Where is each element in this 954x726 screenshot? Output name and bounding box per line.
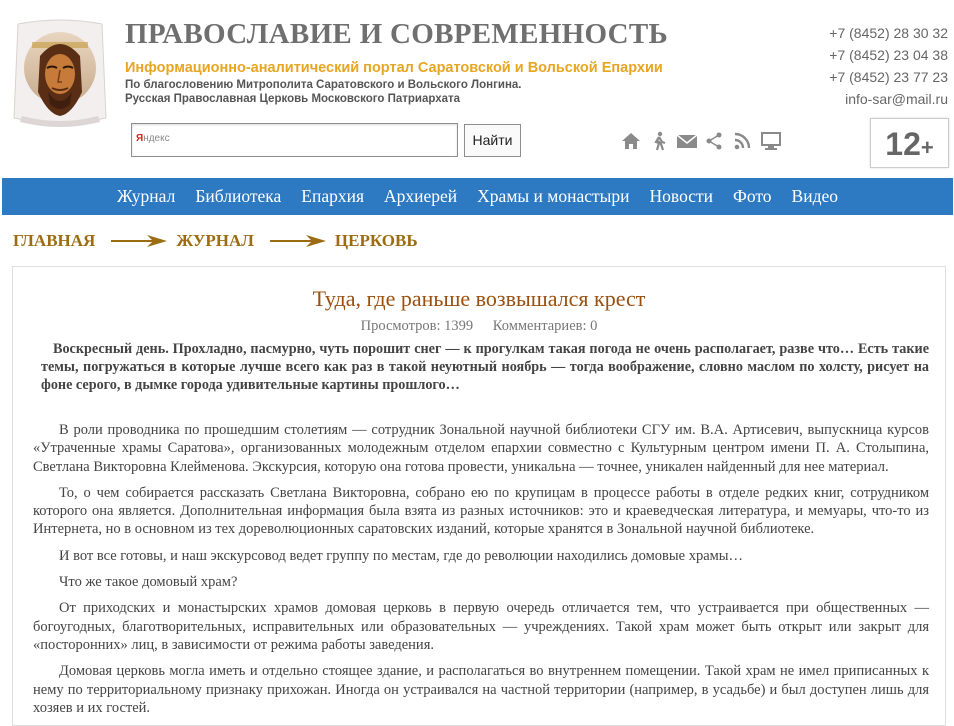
rss-icon[interactable]: [732, 131, 754, 151]
nav-item-temples[interactable]: Храмы и монастыри: [477, 186, 630, 206]
article-meta: [13, 318, 945, 335]
breadcrumb-journal[interactable]: ЖУРНАЛ: [176, 231, 254, 250]
blessing-line: По благословению Митрополита Саратовского и Вольского Лонгина.: [125, 79, 522, 91]
article-body: [33, 421, 929, 717]
article-paragraph: Домовая церковь могла иметь и отдельно стоящее здание, и располагаться во внутреннем помещении. Такой храм не имел приписанных к нему по территориальному признаку прихожан. Иногда он устраивался на частной территории (например, в усадьбе) и был доступен лишь для хозяев и их гостей.: [33, 663, 929, 716]
article-paragraph: И вот все готовы, и наш экскурсовод ведет группу по местам, где до революции находились домовые храмы…: [59, 547, 744, 564]
nav-item-photo[interactable]: Фото: [733, 186, 772, 206]
header-icons: [620, 131, 782, 151]
article-title: Туда, где раньше возвышался крест: [312, 286, 646, 311]
site-subtitle: Информационно-аналитический портал Саратовской и Вольской Епархии: [125, 60, 663, 76]
nav-item-bishop[interactable]: Архиерей: [384, 186, 458, 206]
search-input[interactable]: [131, 123, 458, 157]
phone-2: +7 (8452) 23 04 38: [829, 47, 948, 63]
site-header: [0, 0, 954, 178]
views-count: Просмотров: 1399: [360, 318, 474, 334]
nav-item-library[interactable]: Библиотека: [195, 186, 282, 206]
breadcrumb-church[interactable]: ЦЕРКОВЬ: [334, 231, 418, 250]
church-line: Русская Православная Церковь Московского Патриархата: [125, 93, 461, 105]
nav-item-eparchy[interactable]: Епархия: [301, 186, 365, 206]
nav-item-news[interactable]: Новости: [649, 186, 714, 206]
nav-item-journal[interactable]: Журнал: [116, 186, 176, 206]
age-rating-badge: 12+: [870, 118, 949, 168]
site-title[interactable]: ПРАВОСЛАВИЕ И СОВРЕМЕННОСТЬ: [125, 18, 669, 50]
main-nav: [2, 178, 953, 215]
article-lead: Воскресный день. Прохладно, пасмурно, чуть порошит снег — к прогулкам такая погода не очень располагает, разве что… Есть такие темы, погружаться в которые лучше всего как раз в такой неуютный ноябрь — тогда воображение, словно маслом по холсту, рисует на фоне серого, в дымке города удивительные картины прошлого…: [41, 341, 929, 393]
article: [12, 266, 946, 726]
walker-icon[interactable]: [648, 131, 670, 151]
phone-3: +7 (8452) 23 77 23: [829, 69, 948, 85]
home-icon[interactable]: [620, 131, 642, 151]
breadcrumb-home[interactable]: ГЛАВНАЯ: [13, 231, 96, 250]
article-paragraph: Что же такое домовый храм?: [59, 574, 238, 591]
share-icon[interactable]: [704, 131, 726, 151]
email-link[interactable]: info-sar@mail.ru: [845, 91, 948, 107]
arrow-right-icon: [268, 231, 328, 251]
nav-item-video[interactable]: Видео: [791, 186, 839, 206]
article-paragraph: В роли проводника по прошедшим столетиям — сотрудник Зональной научной библиотеки СГУ им. В.А. Артисевич, выпускница курсов «Утраченные храмы Саратова», организованных молодежным отделом епархии совместно с Культурным центром имени П. А. Столыпина, Светлана Викторовна Клейменова. Экскурсия, которую она готова провести, уникальна — точнее, уникален найденный для нее материал.: [33, 422, 929, 475]
article-paragraph: То, о чем собирается рассказать Светлана Викторовна, собрано ею по крупицам в процессе работы в отделе редких книг, сотрудником которого она является. Дополнительная информация была взята из разных источников: это и краеведческая литература, и мемуары, что-то из Интернета, но в основном из тех дореволюционных саратовских изданий, которые хранятся в Зональной научной библиотеке.: [33, 484, 929, 538]
arrow-right-icon: [109, 231, 169, 251]
mail-icon[interactable]: [676, 131, 698, 151]
yandex-logo: Яндекс: [136, 133, 170, 144]
breadcrumb: [13, 231, 418, 251]
search-button[interactable]: Найти: [464, 124, 521, 157]
icon-logo[interactable]: [12, 18, 108, 130]
contacts-block: [829, 22, 948, 110]
comments-count[interactable]: Комментариев: 0: [492, 318, 598, 334]
monitor-icon[interactable]: [760, 131, 782, 151]
article-paragraph: От приходских и монастырских храмов домовая церковь в первую очередь отличается тем, что устраивается при общественных — богоугодных, благотворительных, исправительных или образовательных — учреждениях. Такой храм может быть открыт или закрыт для «посторонних» лиц, в зависимости от режима работы заведения.: [33, 600, 929, 653]
phone-1: +7 (8452) 28 30 32: [829, 25, 948, 41]
